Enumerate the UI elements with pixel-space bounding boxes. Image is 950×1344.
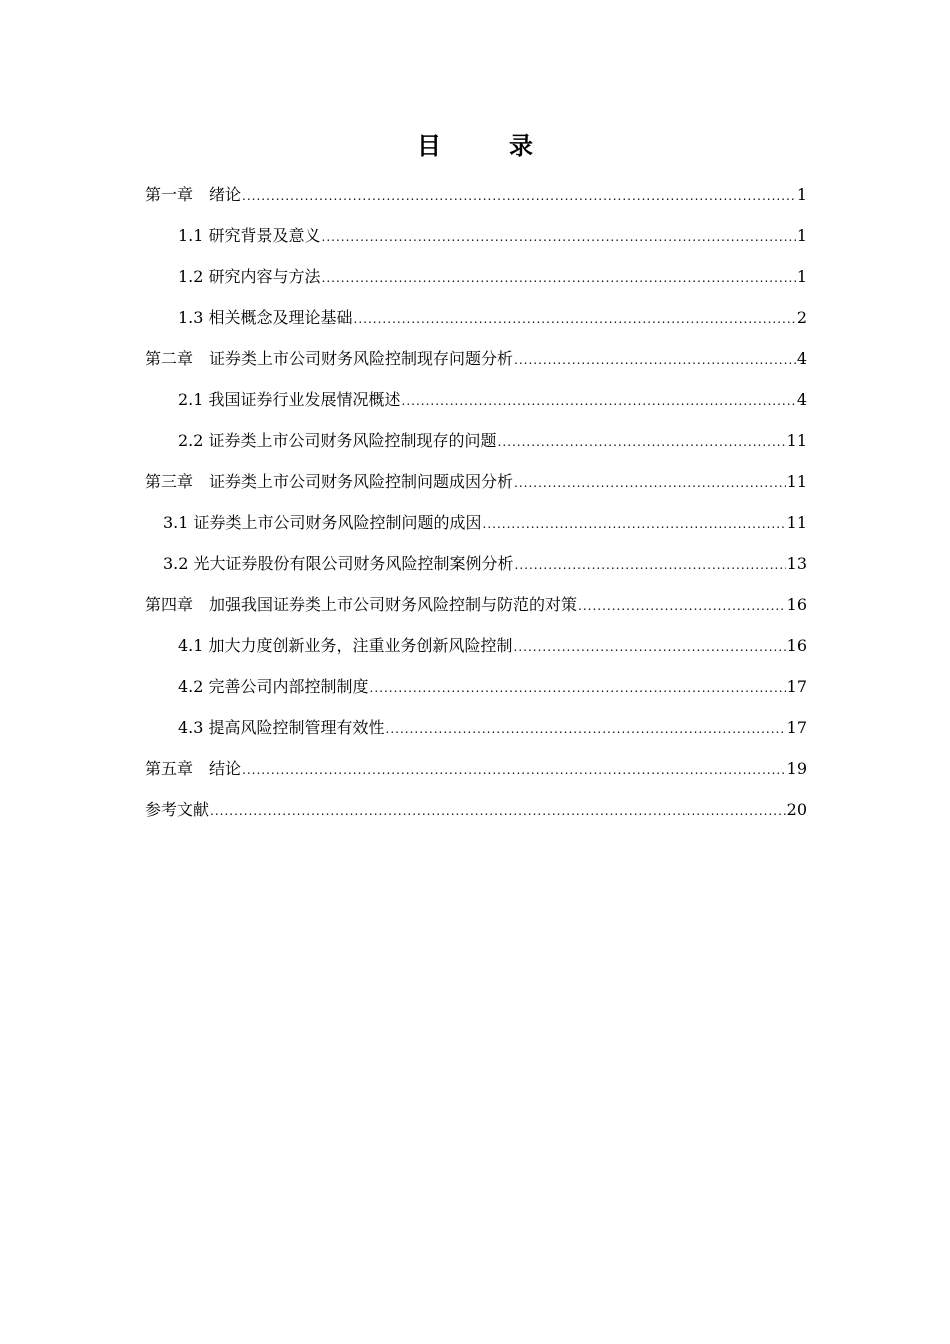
- toc-entry[interactable]: [145, 584, 807, 625]
- toc-entry-page-number: 16: [786, 636, 807, 655]
- toc-entry[interactable]: [145, 174, 807, 215]
- toc-dot-leader: [514, 627, 786, 668]
- toc-dot-leader: [386, 709, 786, 750]
- toc-entry-page-number: 2: [796, 308, 807, 327]
- toc-entry-page-number: 17: [786, 677, 807, 696]
- toc-entry[interactable]: [145, 666, 807, 707]
- toc-entry-label: 2.1 我国证券行业发展情况概述: [178, 390, 401, 409]
- toc-entry-page-number: 4: [796, 349, 807, 368]
- toc-entry-label: 3.2 光大证券股份有限公司财务风险控制案例分析: [163, 554, 514, 573]
- toc-entry-page-number: 11: [786, 472, 807, 491]
- toc-dot-leader: [242, 750, 786, 791]
- toc-entry-label: 第二章 证券类上市公司财务风险控制现存问题分析: [145, 349, 514, 368]
- toc-entry[interactable]: [145, 789, 807, 830]
- toc-dot-leader: [402, 381, 796, 422]
- toc-entry-label: 第五章 结论: [145, 759, 242, 778]
- toc-entry[interactable]: [145, 543, 807, 584]
- toc-entry-label: 第三章 证券类上市公司财务风险控制问题成因分析: [145, 472, 514, 491]
- toc-entry-page-number: 13: [786, 554, 807, 573]
- toc-entry[interactable]: [145, 502, 807, 543]
- toc-entry-label: 3.1 证券类上市公司财务风险控制问题的成因: [163, 513, 482, 532]
- toc-dot-leader: [514, 463, 786, 504]
- toc-entry-label: 2.2 证券类上市公司财务风险控制现存的问题: [178, 431, 497, 450]
- toc-entry-label: 第四章 加强我国证券类上市公司财务风险控制与防范的对策: [145, 595, 578, 614]
- toc-entry-page-number: 19: [786, 759, 807, 778]
- toc-entry-label: 参考文献: [145, 800, 210, 819]
- toc-dot-leader: [514, 340, 796, 381]
- toc-entry-page-number: 11: [786, 513, 807, 532]
- toc-entry-page-number: 16: [786, 595, 807, 614]
- toc-list: [145, 174, 807, 830]
- toc-dot-leader: [498, 422, 786, 463]
- toc-entry-label: 第一章 绪论: [145, 185, 242, 204]
- toc-entry-page-number: 20: [786, 800, 807, 819]
- toc-entry-label: 1.1 研究背景及意义: [178, 226, 321, 245]
- toc-dot-leader: [370, 668, 786, 709]
- toc-entry-page-number: 11: [786, 431, 807, 450]
- toc-entry-page-number: 1: [796, 226, 807, 245]
- toc-entry-label: 1.2 研究内容与方法: [178, 267, 321, 286]
- toc-entry[interactable]: [145, 420, 807, 461]
- toc-entry-page-number: 1: [796, 267, 807, 286]
- toc-entry[interactable]: [145, 338, 807, 379]
- toc-entry-page-number: 17: [786, 718, 807, 737]
- toc-entry-label: 4.2 完善公司内部控制制度: [178, 677, 369, 696]
- toc-dot-leader: [322, 258, 796, 299]
- toc-dot-leader: [578, 586, 786, 627]
- toc-entry[interactable]: [145, 461, 807, 502]
- toc-entry[interactable]: [145, 379, 807, 420]
- toc-entry-page-number: 4: [796, 390, 807, 409]
- toc-dot-leader: [483, 504, 786, 545]
- toc-dot-leader: [515, 545, 786, 586]
- toc-entry-page-number: 1: [796, 185, 807, 204]
- toc-entry[interactable]: [145, 748, 807, 789]
- toc-entry[interactable]: [145, 256, 807, 297]
- toc-dot-leader: [354, 299, 796, 340]
- toc-entry-label: 4.3 提高风险控制管理有效性: [178, 718, 385, 737]
- toc-entry[interactable]: [145, 625, 807, 666]
- toc-dot-leader: [242, 176, 796, 217]
- toc-entry[interactable]: [145, 215, 807, 256]
- toc-entry-label: 4.1 加大力度创新业务，注重业务创新风险控制: [178, 636, 513, 655]
- toc-entry[interactable]: [145, 297, 807, 338]
- toc-dot-leader: [322, 217, 796, 258]
- toc-dot-leader: [210, 791, 786, 832]
- toc-entry[interactable]: [145, 707, 807, 748]
- toc-entry-label: 1.3 相关概念及理论基础: [178, 308, 353, 327]
- toc-title: 目 录: [417, 131, 555, 160]
